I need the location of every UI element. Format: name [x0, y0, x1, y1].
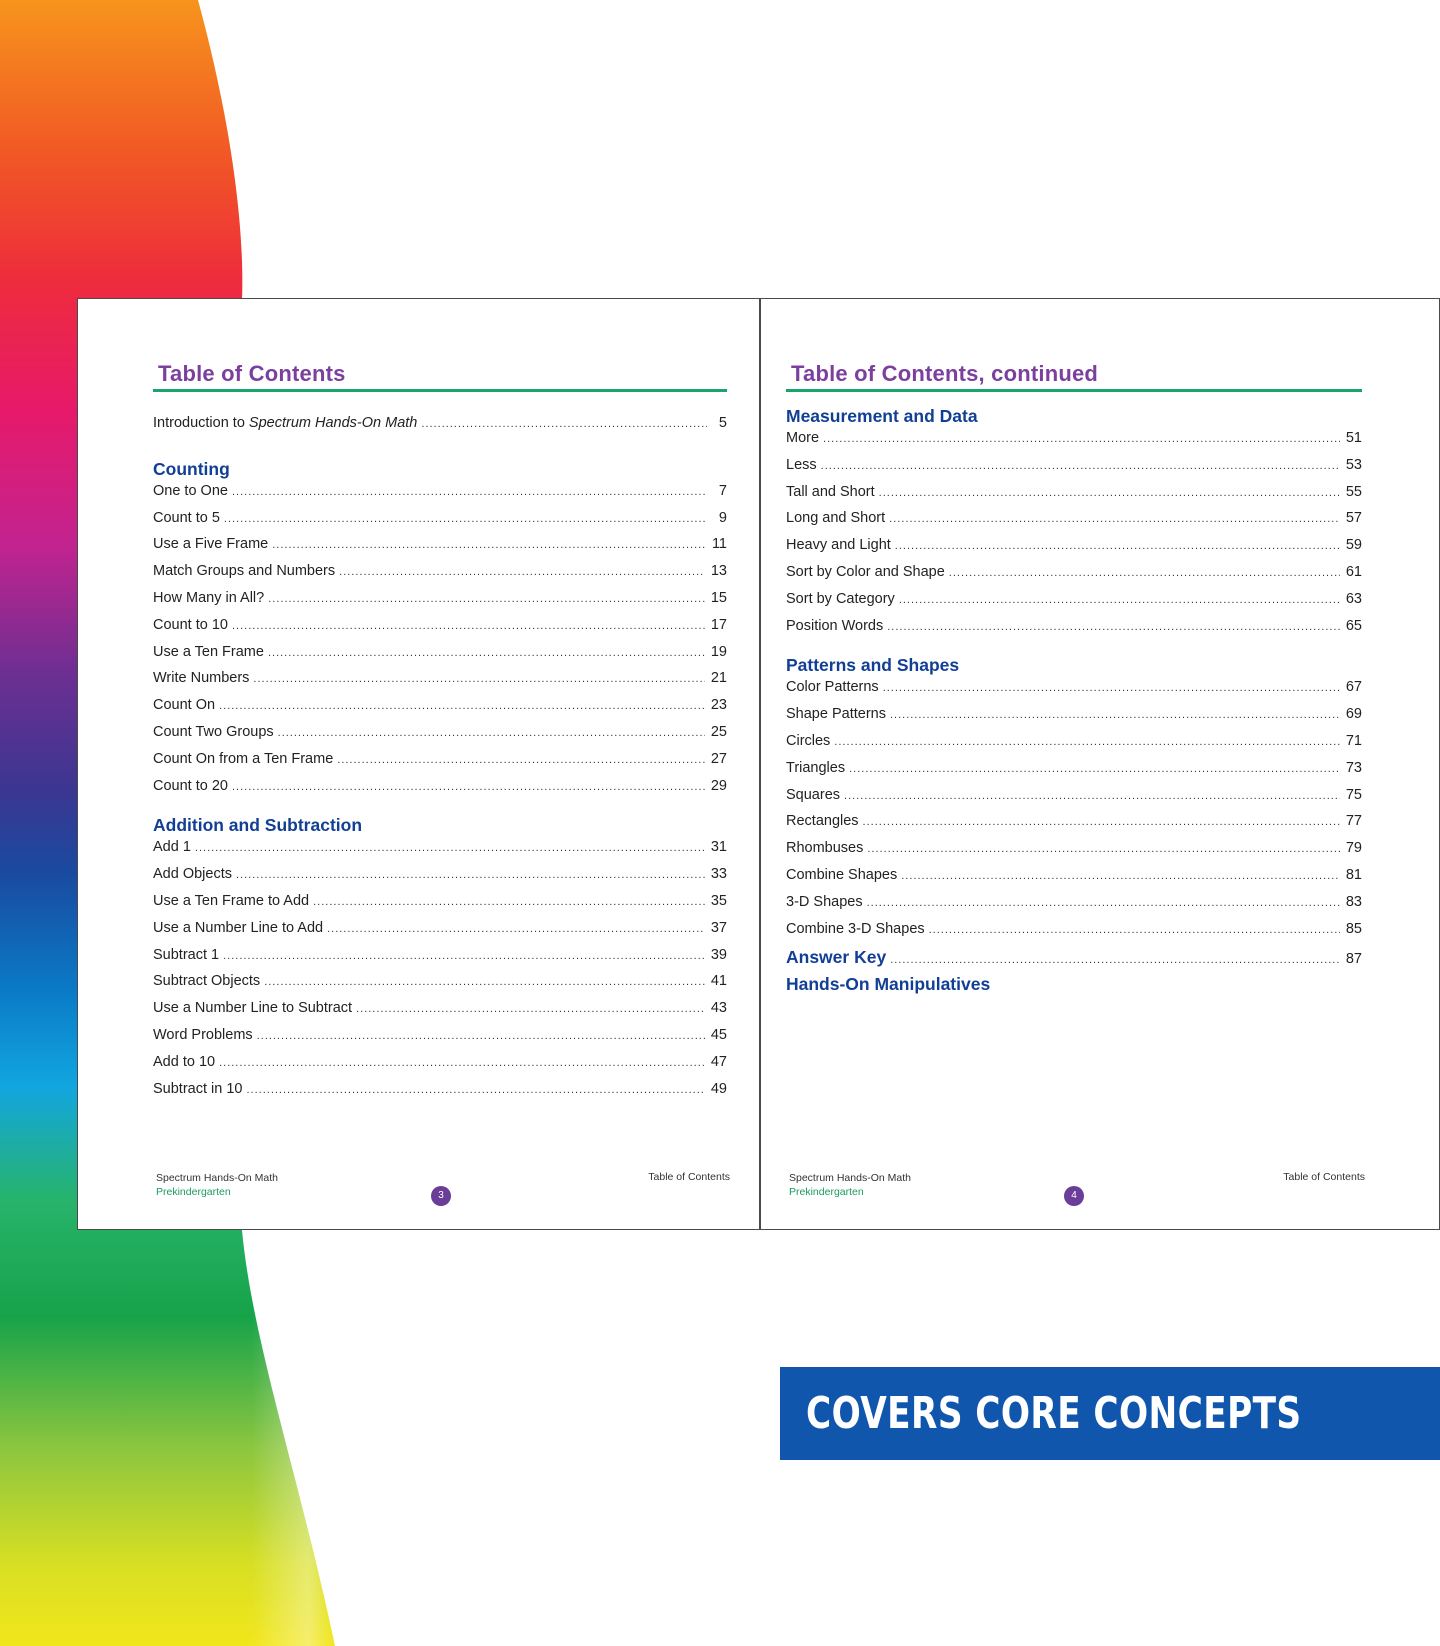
entry-page: 79	[1345, 840, 1362, 857]
toc-entry[interactable]	[786, 733, 1362, 760]
entry-label: Less	[786, 456, 817, 473]
toc-entry[interactable]	[786, 457, 1362, 484]
entry-page: 51	[1345, 430, 1362, 446]
dot-leader	[224, 513, 707, 525]
entry-page: 15	[710, 589, 727, 606]
entry-page: 61	[1345, 563, 1362, 580]
entry-page: 71	[1345, 732, 1362, 749]
toc-entry[interactable]	[153, 697, 727, 724]
entry-page: 75	[1345, 786, 1362, 803]
dot-leader	[246, 1084, 704, 1096]
toc-entry[interactable]	[153, 510, 727, 537]
dot-leader	[890, 954, 1340, 966]
dot-leader	[844, 790, 1340, 802]
toc-entry[interactable]	[786, 894, 1362, 921]
entry-page: 63	[1345, 590, 1362, 607]
dot-leader	[339, 566, 705, 578]
toc-entry[interactable]	[786, 760, 1362, 787]
entry-label: Word Problems	[153, 1026, 253, 1043]
entry-label: Count to 5	[153, 509, 220, 526]
toc-entry[interactable]	[786, 840, 1362, 867]
entry-page: 21	[710, 670, 727, 687]
entry-label: Squares	[786, 786, 841, 803]
dot-leader	[929, 924, 1340, 936]
entry-page: 17	[710, 616, 727, 633]
dot-leader	[356, 1003, 705, 1015]
entry-label: Rhombuses	[786, 840, 864, 857]
entry-page: 23	[710, 697, 727, 714]
page-title: Table of Contents, continued	[791, 361, 1099, 386]
entry-label: 3-D Shapes	[786, 893, 863, 910]
toc-entry[interactable]	[786, 484, 1362, 511]
entry-label: Use a Number Line to Add	[153, 919, 324, 936]
covers-core-concepts-banner	[780, 1367, 1440, 1460]
entry-page: 7	[718, 482, 727, 499]
entry-label: Use a Number Line to Subtract	[153, 1000, 353, 1017]
toc-list	[153, 411, 727, 1107]
entry-label: Write Numbers	[153, 670, 250, 687]
entry-page: 73	[1345, 759, 1362, 776]
toc-entry-introduction[interactable]	[153, 415, 727, 442]
toc-entry[interactable]	[786, 813, 1362, 840]
footer-section: Table of Contents	[1283, 1171, 1365, 1183]
footer-book-info	[156, 1171, 278, 1199]
entry-page: 59	[1345, 537, 1362, 554]
entry-page: 9	[718, 509, 727, 526]
dot-leader	[219, 700, 705, 712]
entry-label: Add 1	[153, 839, 191, 856]
dot-leader	[232, 781, 705, 793]
entry-label: Color Patterns	[786, 679, 879, 696]
entry-page: 25	[710, 723, 727, 740]
entry-page: 57	[1345, 510, 1362, 527]
toc-entry[interactable]	[153, 839, 727, 866]
toc-entry[interactable]	[153, 973, 727, 1000]
dot-leader	[883, 682, 1340, 694]
dot-leader	[253, 673, 704, 685]
entry-label: Count On from a Ten Frame	[153, 750, 334, 767]
footer-book-info	[789, 1171, 911, 1199]
entry-page: 85	[1345, 920, 1362, 937]
entry-page: 29	[710, 777, 727, 794]
entry-label: Long and Short	[786, 510, 886, 527]
entry-page: 67	[1345, 679, 1362, 696]
entry-label: Heavy and Light	[786, 537, 891, 554]
dot-leader	[223, 950, 705, 962]
dot-leader	[823, 433, 1340, 445]
toc-entry[interactable]	[153, 1000, 727, 1027]
dot-leader	[421, 418, 707, 430]
toc-entry[interactable]	[153, 893, 727, 920]
toc-entry[interactable]	[786, 867, 1362, 894]
toc-entry[interactable]	[153, 590, 727, 617]
left-page	[153, 299, 730, 1229]
entry-label: One to One	[153, 482, 228, 499]
entry-page: 53	[1345, 456, 1362, 473]
entry-page: 65	[1345, 617, 1362, 634]
entry-page: 77	[1345, 813, 1362, 830]
page-number-badge: 4	[1064, 1186, 1084, 1206]
toc-entry[interactable]	[786, 921, 1362, 948]
dot-leader	[219, 1057, 705, 1069]
entry-page: 55	[1345, 483, 1362, 500]
dot-leader	[272, 539, 706, 551]
entry-page: 83	[1345, 893, 1362, 910]
dot-leader	[268, 647, 705, 659]
page-divider	[759, 299, 761, 1229]
entry-page: 45	[710, 1026, 727, 1043]
book-spread	[77, 298, 1440, 1230]
section-heading[interactable]: Addition and Subtraction	[153, 815, 363, 836]
toc-list	[786, 395, 1362, 1001]
entry-label: Count On	[153, 697, 216, 714]
dot-leader	[949, 567, 1340, 579]
entry-page: 49	[710, 1080, 727, 1097]
footer-grade: Prekindergarten	[156, 1186, 231, 1198]
entry-label: Tall and Short	[786, 483, 875, 500]
toc-entry[interactable]	[153, 644, 727, 671]
dot-leader	[257, 1030, 705, 1042]
book-title-italic: Spectrum Hands-On Math	[248, 415, 418, 431]
section-heading[interactable]: Measurement and Data	[786, 406, 978, 426]
dot-leader	[889, 513, 1340, 525]
toc-entry[interactable]	[786, 679, 1362, 706]
entry-label: Subtract 1	[153, 946, 220, 963]
section-heading[interactable]: Patterns and Shapes	[786, 655, 960, 676]
entry-label: Count Two Groups	[153, 723, 274, 740]
toc-entry[interactable]	[786, 537, 1362, 564]
dot-leader	[313, 896, 705, 908]
entry-label: How Many in All?	[153, 589, 265, 606]
entry-page: 39	[710, 946, 727, 963]
right-page	[786, 299, 1365, 1229]
dot-leader	[867, 897, 1340, 909]
entry-page: 69	[1345, 706, 1362, 723]
entry-page: 31	[710, 839, 727, 856]
entry-page: 47	[710, 1053, 727, 1070]
dot-leader	[879, 487, 1340, 499]
entry-page: 19	[710, 643, 727, 660]
toc-entry[interactable]	[153, 724, 727, 751]
toc-entry[interactable]	[153, 947, 727, 974]
toc-entry[interactable]	[153, 778, 727, 805]
toc-entry[interactable]	[153, 670, 727, 697]
entry-label: Use a Ten Frame to Add	[153, 892, 310, 909]
toc-entry[interactable]	[153, 1027, 727, 1054]
toc-entry[interactable]	[153, 1054, 727, 1081]
entry-page: 43	[710, 1000, 727, 1017]
entry-label: Combine Shapes	[786, 866, 898, 883]
entry-page: 37	[710, 919, 727, 936]
entry-page: 33	[710, 866, 727, 883]
banner-text: COVERS CORE CONCEPTS	[806, 1388, 1302, 1439]
toc-entry[interactable]	[786, 591, 1362, 618]
entry-label: Count to 20	[153, 777, 228, 794]
toc-entry[interactable]	[153, 617, 727, 644]
toc-entry[interactable]	[786, 618, 1362, 645]
dot-leader	[236, 869, 705, 881]
dot-leader	[901, 870, 1340, 882]
title-rule	[786, 389, 1362, 392]
dot-leader	[899, 594, 1340, 606]
entry-page: 5	[718, 415, 727, 431]
entry-label: Sort by Category	[786, 590, 895, 607]
toc-entry-manipulatives[interactable]	[786, 974, 1362, 1001]
entry-label: Circles	[786, 732, 831, 749]
entry-label: Subtract in 10	[153, 1080, 243, 1097]
footer-grade: Prekindergarten	[789, 1186, 864, 1198]
dot-leader	[337, 754, 705, 766]
section-heading[interactable]: Counting	[153, 458, 230, 479]
entry-page: 35	[710, 892, 727, 909]
toc-entry[interactable]	[786, 510, 1362, 537]
dot-leader	[232, 486, 707, 498]
entry-label: Triangles	[786, 759, 846, 776]
title-rule	[153, 389, 727, 392]
entry-page: 41	[710, 973, 727, 990]
footer-book-title: Spectrum Hands-On Math	[156, 1172, 278, 1184]
entry-page: 11	[711, 536, 727, 553]
dot-leader	[264, 976, 705, 988]
toc-entry[interactable]	[153, 563, 727, 590]
entry-label: Rectangles	[786, 813, 859, 830]
footer-book-title: Spectrum Hands-On Math	[789, 1172, 911, 1184]
entry-label: Position Words	[786, 617, 884, 634]
entry-label: Sort by Color and Shape	[786, 563, 945, 580]
toc-entry[interactable]	[153, 1081, 727, 1108]
entry-page: 27	[710, 750, 727, 767]
entry-label: Add to 10	[153, 1053, 216, 1070]
dot-leader	[232, 620, 705, 632]
entry-label: Combine 3-D Shapes	[786, 920, 925, 937]
dot-leader	[195, 842, 705, 854]
toc-entry[interactable]	[153, 536, 727, 563]
dot-leader	[834, 736, 1340, 748]
page-number-badge: 3	[431, 1186, 451, 1206]
entry-label: Use a Five Frame	[153, 536, 269, 553]
dot-leader	[867, 843, 1339, 855]
toc-entry[interactable]	[153, 483, 727, 510]
dot-leader	[890, 709, 1340, 721]
dot-leader	[821, 460, 1340, 472]
entry-label: Use a Ten Frame	[153, 643, 264, 660]
entry-label: Shape Patterns	[786, 706, 886, 723]
dot-leader	[887, 621, 1340, 633]
dot-leader	[863, 816, 1340, 828]
entry-page: 87	[1345, 951, 1362, 968]
dot-leader	[849, 763, 1340, 775]
toc-entry[interactable]	[153, 751, 727, 778]
toc-entry[interactable]	[786, 564, 1362, 591]
answer-key-label: Answer Key	[786, 947, 887, 968]
toc-entry-answer-key[interactable]	[786, 947, 1362, 974]
toc-entry[interactable]	[786, 787, 1362, 814]
toc-entry[interactable]	[786, 430, 1362, 457]
entry-page: 81	[1345, 866, 1362, 883]
page-title: Table of Contents	[158, 361, 346, 386]
entry-label: Introduction to	[153, 415, 249, 431]
entry-label: Subtract Objects	[153, 973, 261, 990]
dot-leader	[895, 540, 1340, 552]
toc-entry[interactable]	[786, 706, 1362, 733]
entry-label: Match Groups and Numbers	[153, 563, 336, 580]
toc-entry[interactable]	[153, 920, 727, 947]
dot-leader	[278, 727, 705, 739]
footer-section: Table of Contents	[648, 1171, 730, 1183]
toc-entry[interactable]	[153, 866, 727, 893]
dot-leader	[327, 923, 705, 935]
entry-label: Add Objects	[153, 866, 232, 883]
entry-label: Count to 10	[153, 616, 228, 633]
entry-page: 13	[710, 563, 727, 580]
dot-leader	[268, 593, 705, 605]
entry-label: More	[786, 430, 820, 446]
manipulatives-label: Hands-On Manipulatives	[786, 974, 991, 995]
